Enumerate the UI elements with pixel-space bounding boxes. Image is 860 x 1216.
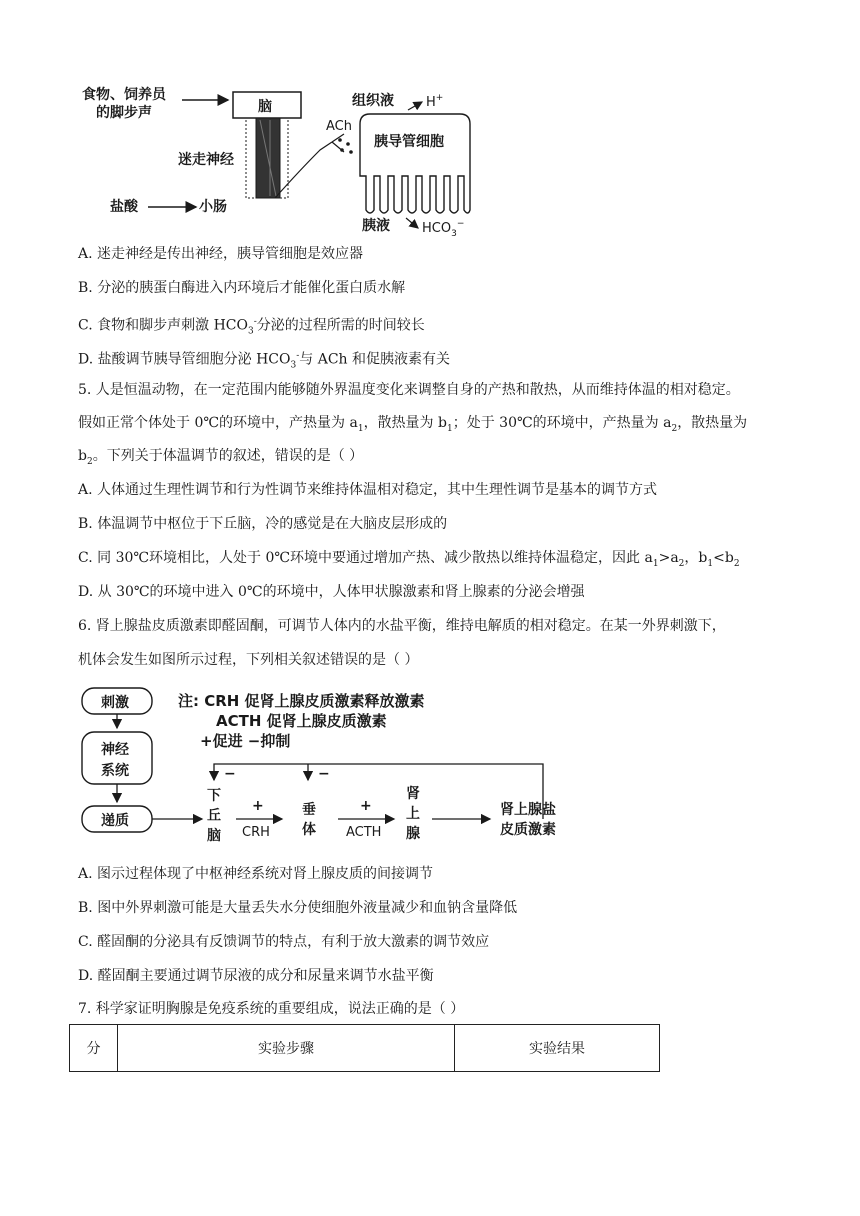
q5-stem-line2: 假如正常个体处于 0℃的环境中，产热量为 $a_1$，散热量为 $b_1$；处于 30℃的环境中，产热量为 $a_2$，散热量为 xyxy=(78,415,748,434)
table-header-steps: 实验步骤 xyxy=(118,1025,455,1072)
mineralocorticoid-1: 肾上腺盐 xyxy=(500,802,556,818)
q6-option-c: C. 醛固酮的分泌具有反馈调节的特点，有利于放大激素的调节效应 xyxy=(78,934,490,950)
mineralocorticoid-2: 皮质激素 xyxy=(500,822,556,838)
feedback-minus-1: − xyxy=(224,766,236,782)
brain-label: 脑 xyxy=(258,99,272,115)
table-header-results: 实验结果 xyxy=(455,1025,660,1072)
aldosterone-diagram xyxy=(76,682,576,846)
nervous-label-2: 系统 xyxy=(101,763,129,779)
q6-option-d: D. 醛固酮主要通过调节尿液的成分和尿量来调节水盐平衡 xyxy=(78,968,434,984)
q4-option-c: C. 食物和脚步声刺激 $HCO_3^-$分泌的过程所需的时间较长 xyxy=(78,317,425,337)
q6-stem-line2: 机体会发生如图所示过程，下列相关叙述错误的是（ ） xyxy=(78,652,419,668)
h-ion-label: H xyxy=(426,95,436,110)
acth-plus: + xyxy=(360,798,372,814)
pituitary-2: 体 xyxy=(302,822,316,838)
q4-option-a: A. 迷走神经是传出神经，胰导管细胞是效应器 xyxy=(78,246,364,262)
adrenal-3: 腺 xyxy=(406,826,420,842)
transmitter-label: 递质 xyxy=(101,813,129,829)
stimulus-label: 刺激 xyxy=(101,695,129,711)
experiment-table xyxy=(69,1024,660,1072)
q6-option-b: B. 图中外界刺激可能是大量丢失水分使细胞外液量减少和血钠含量降低 xyxy=(78,900,518,916)
hco3-label: HCO xyxy=(422,221,452,236)
note-line-2: ACTH 促肾上腺皮质激素 xyxy=(216,712,387,730)
adrenal-1: 肾 xyxy=(406,786,420,802)
q5-stem-line1: 5. 人是恒温动物，在一定范围内能够随外界温度变化来调整自身的产热和散热，从而维持体温的相对稳定。 xyxy=(78,382,740,398)
table-header-group: 分 xyxy=(70,1025,118,1072)
ach-label: ACh xyxy=(326,119,352,134)
table-row xyxy=(70,1025,660,1072)
cell-label: 胰导管细胞 xyxy=(374,134,444,150)
acth-label: ACTH xyxy=(346,825,382,840)
hypothalamus-2: 丘 xyxy=(207,808,221,824)
food-label-2: 的脚步声 xyxy=(96,105,152,121)
vagus-label: 迷走神经 xyxy=(178,152,234,168)
q6-option-a: A. 图示过程体现了中枢神经系统对肾上腺皮质的间接调节 xyxy=(78,866,434,882)
q5-stem-line3: $b_2$。下列关于体温调节的叙述，错误的是（ ） xyxy=(78,448,364,467)
q5-option-b: B. 体温调节中枢位于下丘脑，冷的感觉是在大脑皮层形成的 xyxy=(78,516,448,532)
crh-label: CRH xyxy=(242,825,270,840)
crh-plus: + xyxy=(252,798,264,814)
q6-stem-line1: 6. 肾上腺盐皮质激素即醛固酮，可调节人体内的水盐平衡，维持电解质的相对稳定。在某一外界刺激下， xyxy=(78,618,726,634)
note-line-1: 注: CRH 促肾上腺皮质激素释放激素 xyxy=(178,692,425,710)
tissue-fluid-label: 组织液 xyxy=(352,93,394,109)
adrenal-2: 上 xyxy=(406,806,420,822)
hcl-label: 盐酸 xyxy=(110,199,138,215)
q7-stem: 7. 科学家证明胸腺是免疫系统的重要组成，说法正确的是（ ） xyxy=(78,1001,465,1017)
svg-text:HCO3−: $HCO_3^-$ xyxy=(422,219,465,239)
pancreatic-juice-label: 胰液 xyxy=(362,218,390,234)
hypothalamus-3: 脑 xyxy=(207,828,221,844)
q4-option-d: D. 盐酸调节胰导管细胞分泌 $HCO_3^-$与 ACh 和促胰液素有关 xyxy=(78,351,451,371)
q5-option-a: A. 人体通过生理性调节和行为性调节来维持体温相对稳定，其中生理性调节是基本的调节方式 xyxy=(78,482,658,498)
feedback-minus-2: − xyxy=(318,766,330,782)
duct-cell-shape xyxy=(360,114,470,213)
svg-text:H+: H+ xyxy=(426,93,444,110)
intestine-label: 小肠 xyxy=(199,199,227,215)
pituitary-1: 垂 xyxy=(302,802,316,818)
pancreas-diagram xyxy=(70,80,510,240)
note-line-3: +促进 −抑制 xyxy=(200,732,291,750)
q5-option-c: C. 同 30℃环境相比，人处于 0℃环境中要通过增加产热、减少散热以维持体温稳定，因此 $a_1>a_2$，$b_1<b_2$ xyxy=(78,550,740,569)
q5-option-d: D. 从 30℃的环境中进入 0℃的环境中，人体甲状腺激素和肾上腺素的分泌会增强 xyxy=(78,584,585,600)
q4-option-b: B. 分泌的胰蛋白酶进入内环境后才能催化蛋白质水解 xyxy=(78,280,406,296)
food-label: 食物、饲养员 xyxy=(82,87,166,103)
nervous-label-1: 神经 xyxy=(101,742,129,758)
hypothalamus-1: 下 xyxy=(207,788,221,804)
